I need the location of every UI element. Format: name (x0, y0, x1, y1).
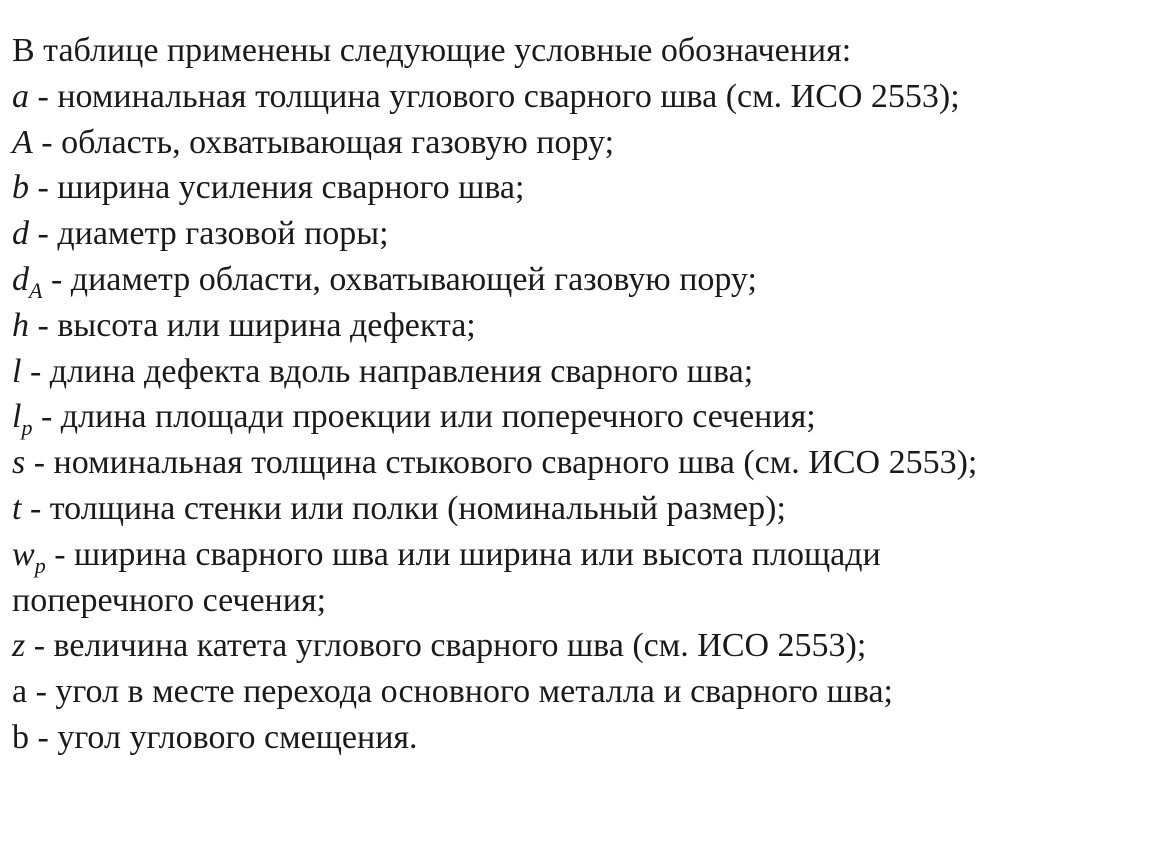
legend-entry (12, 440, 1132, 486)
legend-entry (12, 669, 1132, 715)
legend-symbol-letter: b (12, 169, 29, 207)
legend-symbol-letter: l (12, 352, 22, 390)
legend-description: - диаметр области, охватывающей газовую пору; (42, 260, 757, 298)
legend-symbol-subscript: A (29, 277, 43, 303)
legend-symbol (12, 535, 46, 578)
legend-description: - длина площади проекции или поперечного сечения; (32, 398, 816, 436)
legend-symbol (12, 215, 29, 252)
legend-symbol-letter: l (12, 398, 22, 436)
legend-description: - длина дефекта вдоль направления сварного шва; (21, 352, 754, 390)
legend-symbol (12, 673, 27, 710)
legend-symbol (12, 444, 25, 481)
legend-description: - область, охватывающая газовую пору; (32, 123, 615, 161)
legend-symbol-letter: b (12, 718, 29, 756)
legend-description: - номинальная толщина углового сварного шва (см. ИСО 2553); (29, 77, 960, 115)
legend-entry (12, 715, 1132, 761)
legend-description: - угол углового смещения. (29, 718, 418, 756)
legend-entries (12, 74, 1132, 761)
legend-symbol-letter: a (12, 673, 28, 711)
legend-document (12, 28, 1132, 761)
legend-entry (12, 394, 1132, 440)
legend-symbol (12, 398, 33, 441)
legend-entry (12, 165, 1132, 211)
legend-symbol-subscript: p (21, 415, 33, 441)
legend-description: - угол в месте перехода основного металла и сварного шва; (27, 673, 893, 711)
legend-symbol (12, 169, 29, 206)
legend-symbol-letter: A (12, 123, 33, 161)
legend-description: - ширина усиления сварного шва; (29, 169, 525, 207)
legend-description: - величина катета углового сварного шва (см. ИСО 2553); (25, 627, 867, 665)
legend-symbol (12, 719, 29, 756)
legend-entry (12, 349, 1132, 395)
legend-entry (12, 211, 1132, 257)
legend-symbol-letter: t (12, 489, 22, 527)
legend-symbol-subscript: p (34, 552, 46, 578)
legend-symbol (12, 78, 29, 115)
legend-description: - высота или ширина дефекта; (29, 306, 476, 344)
legend-symbol-letter: d (12, 260, 29, 298)
legend-description: - номинальная толщина стыкового сварного шва (см. ИСО 2553); (25, 444, 978, 482)
legend-symbol-letter: h (12, 306, 29, 344)
legend-symbol-letter: w (12, 535, 35, 573)
legend-entry (12, 486, 1132, 532)
legend-entry (12, 257, 1132, 303)
legend-symbol (12, 124, 33, 161)
legend-description: - ширина сварного шва или ширина или высота площади (45, 535, 881, 573)
legend-entry (12, 532, 1132, 578)
legend-symbol-letter: d (12, 215, 29, 253)
legend-entry (12, 74, 1132, 120)
legend-entry (12, 623, 1132, 669)
legend-symbol-letter: s (12, 444, 26, 482)
legend-entry (12, 120, 1132, 166)
legend-entry (12, 303, 1132, 349)
legend-description: - диаметр газовой поры; (29, 215, 389, 253)
intro-line: В таблице применены следующие условные обозначения: (12, 32, 852, 69)
legend-description: - толщина стенки или полки (номинальный размер); (21, 489, 786, 527)
legend-symbol (12, 627, 25, 664)
legend-symbol (12, 260, 43, 303)
legend-symbol-letter: a (12, 77, 29, 115)
legend-symbol (12, 307, 29, 344)
legend-symbol-letter: z (12, 627, 26, 665)
legend-entry (12, 578, 1132, 624)
legend-description: поперечного сечения; (12, 581, 327, 619)
